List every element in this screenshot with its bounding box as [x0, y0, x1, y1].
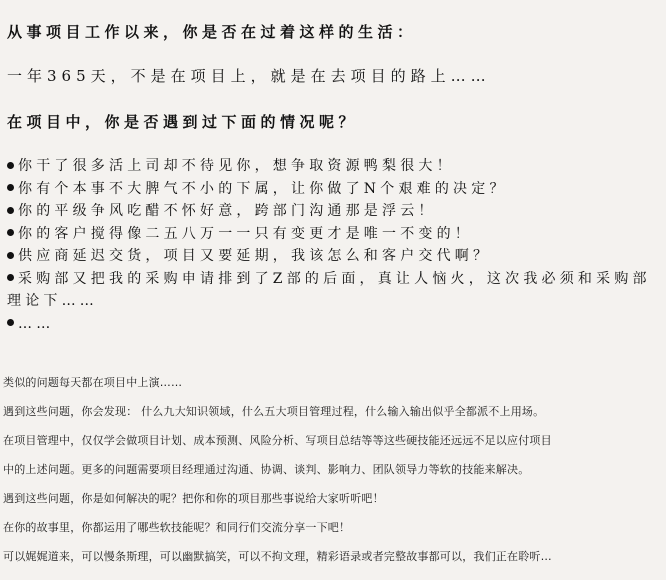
paragraph: 在你的故事里，你都运用了哪些软技能呢？和同行们交流分享一下吧！: [3, 521, 351, 534]
line-365-days: 一年365天，不是在项目上，就是在去项目的路上……: [7, 67, 491, 85]
list-item-text: 你的平级争风吃醋不怀好意，跨部门沟通那是浮云！: [18, 203, 437, 219]
paragraph: 可以娓娓道来，可以慢条斯理，可以幽默搞笑，可以不拘文理，精彩语录或者完整故事都可以，我们正在聆听…: [3, 550, 552, 563]
bullet-dot-icon: [7, 319, 14, 326]
list-item-text: 你有个本事不大脾气不小的下属，让你做了N个艰难的决定？: [18, 180, 508, 197]
body-text: [3, 368, 663, 571]
list-item-text: 供应商延迟交货，项目又要延期，我该怎么和客户交代啊？: [18, 248, 492, 264]
heading-situations: 在项目中，你是否遇到过下面的情况呢？: [7, 113, 359, 131]
list-item-text: 你的客户搅得像二五八万一一只有变更才是唯一不变的！: [18, 225, 473, 242]
list-item: [7, 178, 652, 201]
bullet-dot-icon: [7, 274, 14, 281]
list-item-text: 你干了很多活上司却不待见你，想争取资源鸭梨很大！: [18, 158, 455, 174]
bullet-dot-icon: [7, 229, 14, 236]
paragraph: 遇到这些问题，你会发现： 什么九大知识领域，什么五大项目管理过程，什么输入输出似乎全都派不上用场。: [3, 405, 545, 418]
bullet-dot-icon: [7, 207, 14, 214]
paragraph: 在项目管理中，仅仅学会做项目计划、成本预测、风险分析、写项目总结等等这些硬技能还远远不足以应付项目: [3, 434, 552, 447]
list-item: [7, 223, 652, 246]
list-item-text: 采购部又把我的采购申请排到了Z部的后面，真让人恼火，这次我必须和采购部理论下……: [7, 270, 651, 309]
paragraph: 中的上述问题。更多的问题需要项目经理通过沟通、协调、谈判、影响力、团队领导力等软的技能来解决。: [3, 463, 530, 476]
list-item-text: ……: [18, 315, 55, 332]
bullet-dot-icon: [7, 252, 14, 259]
list-item: [7, 268, 652, 313]
bullet-dot-icon: [7, 184, 14, 191]
situation-list: [7, 155, 652, 335]
list-item: [7, 313, 652, 336]
list-item: [7, 155, 652, 178]
paragraph: 类似的问题每天都在项目中上演……: [3, 376, 183, 389]
paragraph: 遇到这些问题，你是如何解决的呢？把你和你的项目那些事说给大家听听吧！: [3, 492, 384, 505]
bullet-dot-icon: [7, 162, 14, 169]
heading-life: 从事项目工作以来，你是否在过着这样的生活：: [7, 23, 417, 41]
list-item: [7, 200, 652, 223]
list-item: [7, 245, 652, 268]
